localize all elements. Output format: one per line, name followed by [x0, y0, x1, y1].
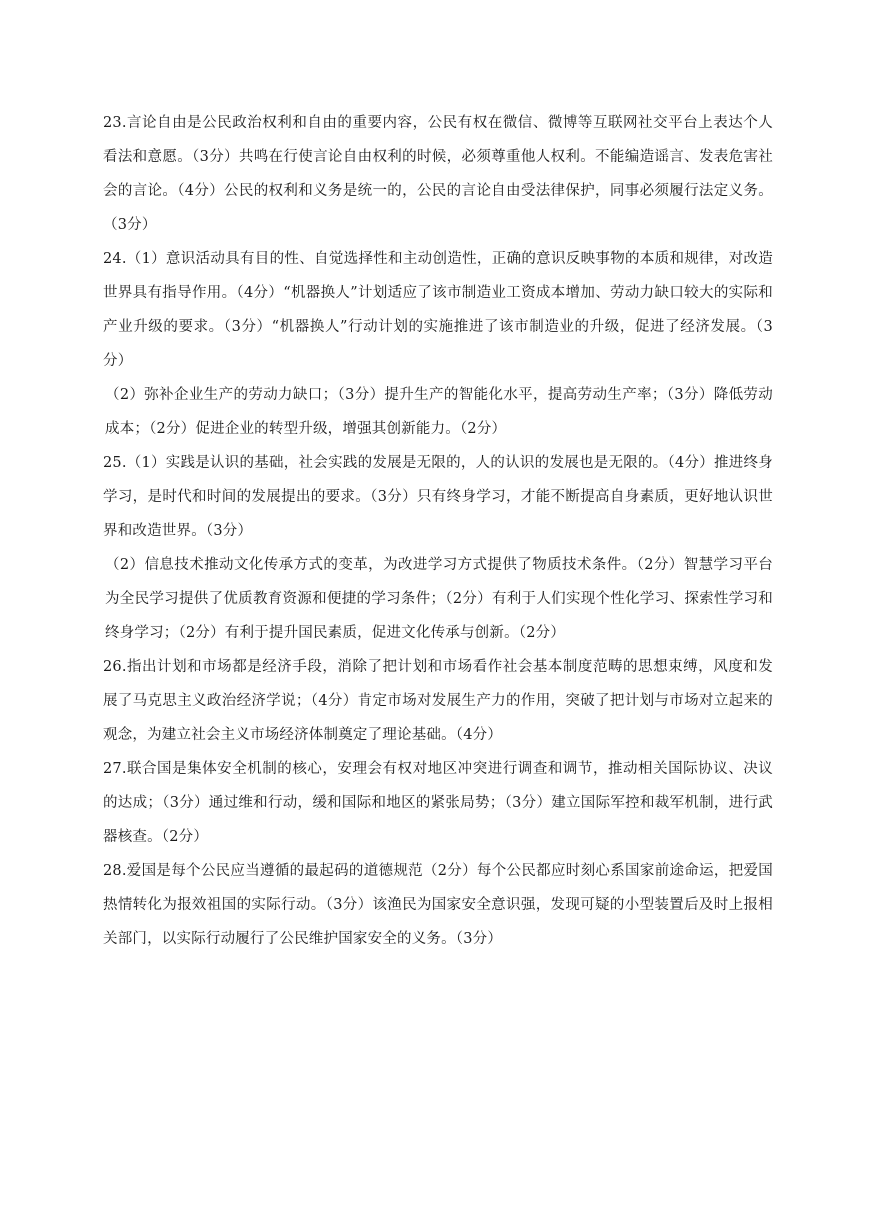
- answer-23: 23.言论自由是公民政治权利和自由的重要内容，公民有权在微信、微博等互联网社交平台上表达个人看法和意愿。（3分）共鸣在行使言论自由权利的时候，必须尊重他人权利。不能编造谣言、发表危害社会的言论。（4分）公民的权利和义务是统一的，公民的言论自由受法律保护，同事必须履行法定义务。（3分）: [103, 115, 773, 233]
- answer-26: 26.指出计划和市场都是经济手段，消除了把计划和市场看作社会基本制度范畴的思想束缚，风度和发展了马克思主义政治经济学说；（4分）肯定市场对发展生产力的作用，突破了把计划与市场对立起来的观念，为建立社会主义市场经济体制奠定了理论基础。（4分）: [103, 659, 773, 743]
- answer-25-part-2: （2）信息技术推动文化传承方式的变革，为改进学习方式提供了物质技术条件。（2分）智慧学习平台为全民学习提供了优质教育资源和便捷的学习条件；（2分）有利于人们实现个性化学习、探索性学习和终身学习；（2分）有利于提升国民素质，促进文化传承与创新。（2分）: [105, 557, 773, 641]
- answer-24-part-1: 24.（1）意识活动具有目的性、自觉选择性和主动创造性，正确的意识反映事物的本质和规律，对改造世界具有指导作用。（4分）“机器换人”计划适应了该市制造业工资成本增加、劳动力缺口较大的实际和产业升级的要求。（3分）“机器换人”行动计划的实施推进了该市制造业的升级，促进了经济发展。（3分）: [103, 251, 773, 369]
- answer-27: 27.联合国是集体安全机制的核心，安理会有权对地区冲突进行调查和调节，推动相关国际协议、决议的达成；（3分）通过维和行动，缓和国际和地区的紧张局势；（3分）建立国际军控和裁军机制，进行武器核查。（2分）: [103, 761, 773, 845]
- answer-28: 28.爱国是每个公民应当遵循的最起码的道德规范（2分）每个公民都应时刻心系国家前途命运，把爱国热情转化为报效祖国的实际行动。（3分）该渔民为国家安全意识强，发现可疑的小型装置后及时上报相关部门，以实际行动履行了公民维护国家安全的义务。（3分）: [103, 863, 773, 947]
- answer-25-part-1: 25.（1）实践是认识的基础，社会实践的发展是无限的，人的认识的发展也是无限的。（4分）推进终身学习，是时代和时间的发展提出的要求。（3分）只有终身学习，才能不断提高自身素质，更好地认识世界和改造世界。（3分）: [103, 455, 773, 539]
- answer-document: [103, 106, 773, 956]
- answer-24-part-2: （2）弥补企业生产的劳动力缺口；（3分）提升生产的智能化水平，提高劳动生产率；（3分）降低劳动成本；（2分）促进企业的转型升级，增强其创新能力。（2分）: [105, 387, 773, 437]
